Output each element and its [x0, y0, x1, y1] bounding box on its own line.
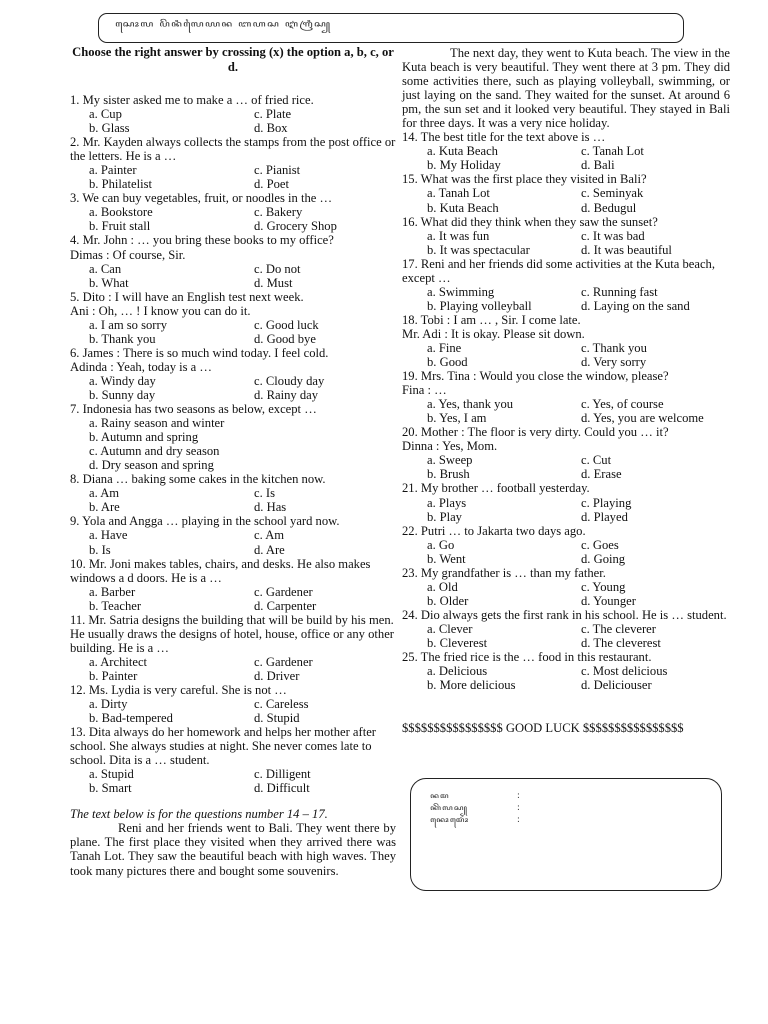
question-item — [70, 472, 396, 514]
answer-option[interactable]: a. Clever — [427, 621, 473, 636]
answer-options — [70, 486, 396, 514]
id-row-number — [430, 813, 520, 831]
answer-option[interactable]: b. Painter — [89, 668, 138, 683]
answer-option[interactable]: a. I am so sorry — [89, 317, 167, 332]
answer-options — [70, 107, 396, 135]
answer-option[interactable]: b. Play — [427, 509, 462, 524]
answer-option[interactable]: c. Running fast — [581, 284, 658, 299]
answer-option[interactable]: d. Going — [581, 551, 626, 566]
answer-option[interactable]: b. Yes, I am — [427, 411, 487, 426]
text-note: The text below is for the questions number 14 – 17. — [70, 807, 328, 822]
answer-option[interactable]: b. Philatelist — [89, 177, 152, 192]
answer-options — [70, 318, 396, 346]
answer-option[interactable]: d. Younger — [581, 593, 636, 608]
header-box — [98, 13, 684, 43]
id-colon: : — [516, 815, 520, 825]
answer-option[interactable]: c. Dilligent — [254, 767, 311, 782]
question-item — [402, 566, 730, 608]
question-text: 5. Dito : I will have an English test next week. Ani : Oh, … ! I know you can do it. — [70, 289, 304, 318]
answer-option[interactable]: b. Went — [427, 551, 466, 566]
answer-option[interactable]: a. Bookstore — [89, 205, 153, 220]
answer-options — [70, 262, 396, 290]
answer-option[interactable]: d. Played — [581, 509, 628, 524]
answer-option[interactable]: c. Tanah Lot — [581, 144, 644, 159]
answer-option[interactable]: c. Bakery — [254, 205, 303, 220]
id-label: ꦤꦩ — [430, 792, 450, 801]
answer-option[interactable]: d. Box — [254, 121, 288, 136]
answer-option[interactable]: a. Swimming — [427, 284, 495, 299]
answer-options — [402, 453, 730, 481]
answer-option[interactable]: c. Most delicious — [581, 664, 668, 679]
answer-options — [70, 528, 396, 556]
answer-option[interactable]: a. Dirty — [89, 697, 128, 712]
question-text: 19. Mrs. Tina : Would you close the window, please? Fina : … — [402, 369, 669, 398]
answer-option[interactable]: b. Fruit stall — [89, 219, 151, 234]
answer-option[interactable]: c. Cloudy day — [254, 373, 325, 388]
question-text: 13. Dita always do her homework and helps her mother after school. She always studies at night. She never comes late to school. Dita is a … student. — [70, 725, 377, 768]
answer-option[interactable]: d. Must — [254, 275, 293, 290]
answer-option[interactable]: b. Teacher — [89, 598, 142, 613]
id-label: ꦏꦼꦭꦱ꧀ — [430, 804, 469, 813]
question-item — [70, 613, 396, 683]
answer-option[interactable]: b. Is — [89, 542, 111, 557]
question-item — [402, 172, 730, 214]
answer-option[interactable]: d. Deliciouser — [581, 678, 652, 693]
answer-option[interactable]: d. Rainy day — [254, 387, 319, 402]
answer-option[interactable]: b. More delicious — [427, 678, 516, 693]
question-text: 2. Mr. Kayden always collects the stamps from the post office or the letters. He is a … — [70, 135, 396, 164]
answer-option[interactable]: c. Plate — [254, 107, 292, 122]
answer-option[interactable]: a. Painter — [89, 163, 137, 178]
answer-option[interactable]: d. The cleverest — [581, 635, 661, 650]
answer-option[interactable]: c. Goes — [581, 537, 619, 552]
answer-options — [402, 144, 730, 172]
left-column — [70, 45, 396, 878]
answer-option[interactable]: b. Are — [89, 500, 120, 515]
answer-option[interactable]: d. Laying on the sand — [581, 298, 690, 313]
answer-option[interactable]: a. Architect — [89, 654, 148, 669]
answer-option[interactable]: b. Autumn and spring — [89, 430, 199, 445]
answer-option[interactable]: c. Playing — [581, 495, 632, 510]
question-text: 6. James : There is so much wind today. I feel cold. Adinda : Yeah, today is a … — [70, 345, 329, 374]
question-item — [70, 135, 396, 191]
id-colon: : — [516, 803, 520, 813]
answer-option[interactable]: b. Brush — [427, 467, 470, 482]
answer-option[interactable]: d. Carpenter — [254, 598, 317, 613]
answer-option[interactable]: d. Poet — [254, 177, 289, 192]
answer-option[interactable]: a. Cup — [89, 107, 122, 122]
answer-option[interactable]: c. Thank you — [581, 340, 647, 355]
left-question-list — [70, 93, 396, 795]
answer-option[interactable]: a. Kuta Beach — [427, 144, 498, 159]
answer-option[interactable]: d. Very sorry — [581, 355, 647, 370]
answer-options — [402, 186, 730, 214]
question-item — [70, 557, 396, 613]
answer-option[interactable]: a. Plays — [427, 495, 467, 510]
answer-options — [70, 585, 396, 613]
question-text: 24. Dio always gets the first rank in his school. He is … student. — [402, 607, 727, 622]
answer-option[interactable]: c. Gardener — [254, 584, 313, 599]
answer-option[interactable]: a. Rainy season and winter — [89, 416, 225, 431]
question-item — [70, 346, 396, 402]
question-text: 20. Mother : The floor is very dirty. Could you … it? Dinna : Yes, Mom. — [402, 425, 669, 454]
question-text: 21. My brother … football yesterday. — [402, 481, 590, 496]
question-text: 4. Mr. John : … you bring these books to my office? Dimas : Of course, Sir. — [70, 233, 334, 262]
question-text: 7. Indonesia has two seasons as below, except … — [70, 402, 317, 417]
answer-option[interactable]: a. Barber — [89, 584, 136, 599]
answer-options — [70, 416, 396, 472]
question-item — [402, 257, 730, 313]
question-text: 1. My sister asked me to make a … of fried rice. — [70, 93, 314, 107]
answer-options — [70, 655, 396, 683]
question-text: 23. My grandfather is … than my father. — [402, 565, 606, 580]
question-text: 9. Yola and Angga … playing in the school yard now. — [70, 514, 340, 529]
answer-option[interactable]: c. Do not — [254, 261, 301, 276]
question-text: 14. The best title for the text above is … — [402, 130, 606, 145]
answer-option[interactable]: a. Delicious — [427, 664, 488, 679]
answer-options — [70, 374, 396, 402]
answer-option[interactable]: b. My Holiday — [427, 158, 501, 173]
answer-option[interactable]: b. Playing volleyball — [427, 298, 532, 313]
answer-option[interactable]: a. It was fun — [427, 228, 490, 243]
answer-options — [402, 229, 730, 257]
question-item — [70, 514, 396, 556]
answer-option[interactable]: c. Cut — [581, 453, 612, 468]
answer-option[interactable]: a. Can — [89, 261, 122, 276]
question-text: 10. Mr. Joni makes tables, chairs, and desks. He also makes windows a d doors. He is a … — [70, 556, 371, 585]
answer-option[interactable]: d. Has — [254, 500, 287, 515]
question-item — [70, 402, 396, 472]
answer-option[interactable]: a. Stupid — [89, 767, 134, 782]
answer-options — [402, 285, 730, 313]
answer-option[interactable]: c. Am — [254, 528, 285, 543]
answer-option[interactable]: d. Bali — [581, 158, 615, 173]
answer-option[interactable]: a. Fine — [427, 340, 462, 355]
answer-option[interactable]: b. It was spectacular — [427, 242, 530, 257]
answer-option[interactable]: a. Old — [427, 579, 458, 594]
answer-options — [402, 538, 730, 566]
answer-option[interactable]: c. Careless — [254, 697, 309, 712]
answer-option[interactable]: d. It was beautiful — [581, 242, 672, 257]
answer-option[interactable]: b. Cleverest — [427, 635, 488, 650]
question-text: 17. Reni and her friends did some activities at the Kuta beach, except … — [402, 256, 715, 285]
question-item — [70, 93, 396, 135]
answer-options — [70, 767, 396, 795]
answer-option[interactable]: d. Are — [254, 542, 285, 557]
answer-option[interactable]: a. Tanah Lot — [427, 186, 490, 201]
answer-option[interactable]: b. Bad-tempered — [89, 711, 173, 726]
answer-option[interactable]: d. Yes, you are welcome — [581, 411, 704, 426]
answer-option[interactable]: d. Difficult — [254, 781, 310, 796]
answer-option[interactable]: b. Smart — [89, 781, 132, 796]
answer-option[interactable]: d. Stupid — [254, 711, 300, 726]
answer-option[interactable]: b. Older — [427, 593, 469, 608]
answer-options — [402, 580, 730, 608]
answer-option[interactable]: a. Am — [89, 486, 120, 501]
question-item — [70, 725, 396, 795]
answer-option[interactable]: c. Is — [254, 486, 275, 501]
answer-options — [402, 664, 730, 692]
good-luck-banner: $$$$$$$$$$$$$$$$ GOOD LUCK $$$$$$$$$$$$$$$$ — [402, 721, 684, 736]
answer-options — [402, 397, 730, 425]
answer-options — [402, 622, 730, 650]
answer-option[interactable]: c. It was bad — [581, 228, 645, 243]
answer-option[interactable]: b. What — [89, 275, 129, 290]
answer-option[interactable]: c. Autumn and dry season — [89, 444, 220, 459]
answer-option[interactable]: c. Young — [581, 579, 626, 594]
passage-1: Reni and her friends went to Bali. They went there by plane. The first place they visited when they arrived there was Tanah Lot. They saw the beautiful beach with high waves. They took many pictures there and bought some souvenirs. — [70, 821, 396, 878]
answer-option[interactable]: b. Good — [427, 355, 468, 370]
answer-option[interactable]: a. Yes, thank you — [427, 397, 514, 412]
question-text: 15. What was the first place they visited in Bali? — [402, 172, 647, 187]
question-item — [402, 608, 730, 650]
question-item — [402, 650, 730, 692]
instructions: Choose the right answer by crossing (x) the option a, b, c, or d. — [72, 45, 394, 74]
answer-option[interactable]: b. Kuta Beach — [427, 200, 499, 215]
answer-option[interactable]: a. Have — [89, 528, 128, 543]
question-item — [70, 191, 396, 233]
question-text: 25. The fried rice is the … food in this restaurant. — [402, 650, 652, 665]
answer-option[interactable]: a. Go — [427, 537, 455, 552]
answer-option[interactable]: a. Windy day — [89, 373, 156, 388]
question-text: 3. We can buy vegetables, fruit, or noodles in the … — [70, 191, 333, 206]
answer-option[interactable]: b. Sunny day — [89, 387, 156, 402]
header-title: ꦱꦺꦴꦭ ꦥꦼꦤꦶꦭꦻꦪꦤ ꦧꦲꦱ ꦆꦁꦒꦿꦶꦱ꧀ — [115, 19, 332, 29]
question-text: 22. Putri … to Jakarta two days ago. — [402, 523, 586, 538]
question-item — [402, 369, 730, 425]
question-item — [70, 290, 396, 346]
question-item — [70, 233, 396, 289]
student-id-box — [410, 778, 722, 891]
question-text: 8. Diana … baking some cakes in the kitchen now. — [70, 472, 326, 487]
answer-options — [402, 496, 730, 524]
answer-option[interactable]: b. Glass — [89, 121, 130, 136]
answer-option[interactable]: b. Thank you — [89, 331, 156, 346]
question-text: 18. Tobi : I am … , Sir. I come late. Mr. Adi : It is okay. Please sit down. — [402, 312, 585, 341]
question-item — [70, 683, 396, 725]
question-item — [402, 481, 730, 523]
answer-option[interactable]: c. Pianist — [254, 163, 301, 178]
right-question-list — [402, 130, 730, 692]
id-label: ꦤꦺꦴꦩꦺꦴꦂ — [430, 816, 470, 825]
question-text: 16. What did they think when they saw the sunset? — [402, 214, 658, 229]
question-text: 12. Ms. Lydia is very careful. She is not … — [70, 682, 287, 697]
answer-option[interactable]: d. Good bye — [254, 331, 316, 346]
answer-option[interactable]: d. Dry season and spring — [89, 458, 214, 473]
passage-2: The next day, they went to Kuta beach. The view in the Kuta beach is very beautiful. They went there at 3 pm. They did some activities there, such as playing volleyball, swimming, or just laying on the sand. They waited for the sunset. At around 6 pm, the sun set and it looked very beautiful. They stayed in Bali for three days. It was a very nice holiday. — [402, 46, 730, 131]
answer-option[interactable]: d. Bedugul — [581, 200, 637, 215]
answer-options — [70, 205, 396, 233]
question-item — [402, 215, 730, 257]
answer-options — [70, 163, 396, 191]
question-item — [402, 130, 730, 172]
answer-option[interactable]: c. Gardener — [254, 654, 313, 669]
answer-option[interactable]: c. Yes, of course — [581, 397, 664, 412]
question-item — [402, 425, 730, 481]
question-item — [402, 313, 730, 369]
answer-option[interactable]: c. The cleverer — [581, 621, 656, 636]
answer-option[interactable]: a. Sweep — [427, 453, 473, 468]
answer-option[interactable]: c. Seminyak — [581, 186, 644, 201]
right-column — [402, 46, 730, 735]
answer-option[interactable]: d. Erase — [581, 467, 622, 482]
answer-option[interactable]: d. Grocery Shop — [254, 219, 337, 234]
id-colon: : — [516, 791, 520, 801]
answer-options — [70, 697, 396, 725]
answer-options — [402, 341, 730, 369]
answer-option[interactable]: c. Good luck — [254, 317, 319, 332]
answer-option[interactable]: d. Driver — [254, 668, 300, 683]
question-item — [402, 524, 730, 566]
question-text: 11. Mr. Satria designs the building that will be build by his men. He usually draws the designs of hotel, house, office or any other building. He is a … — [70, 612, 394, 655]
